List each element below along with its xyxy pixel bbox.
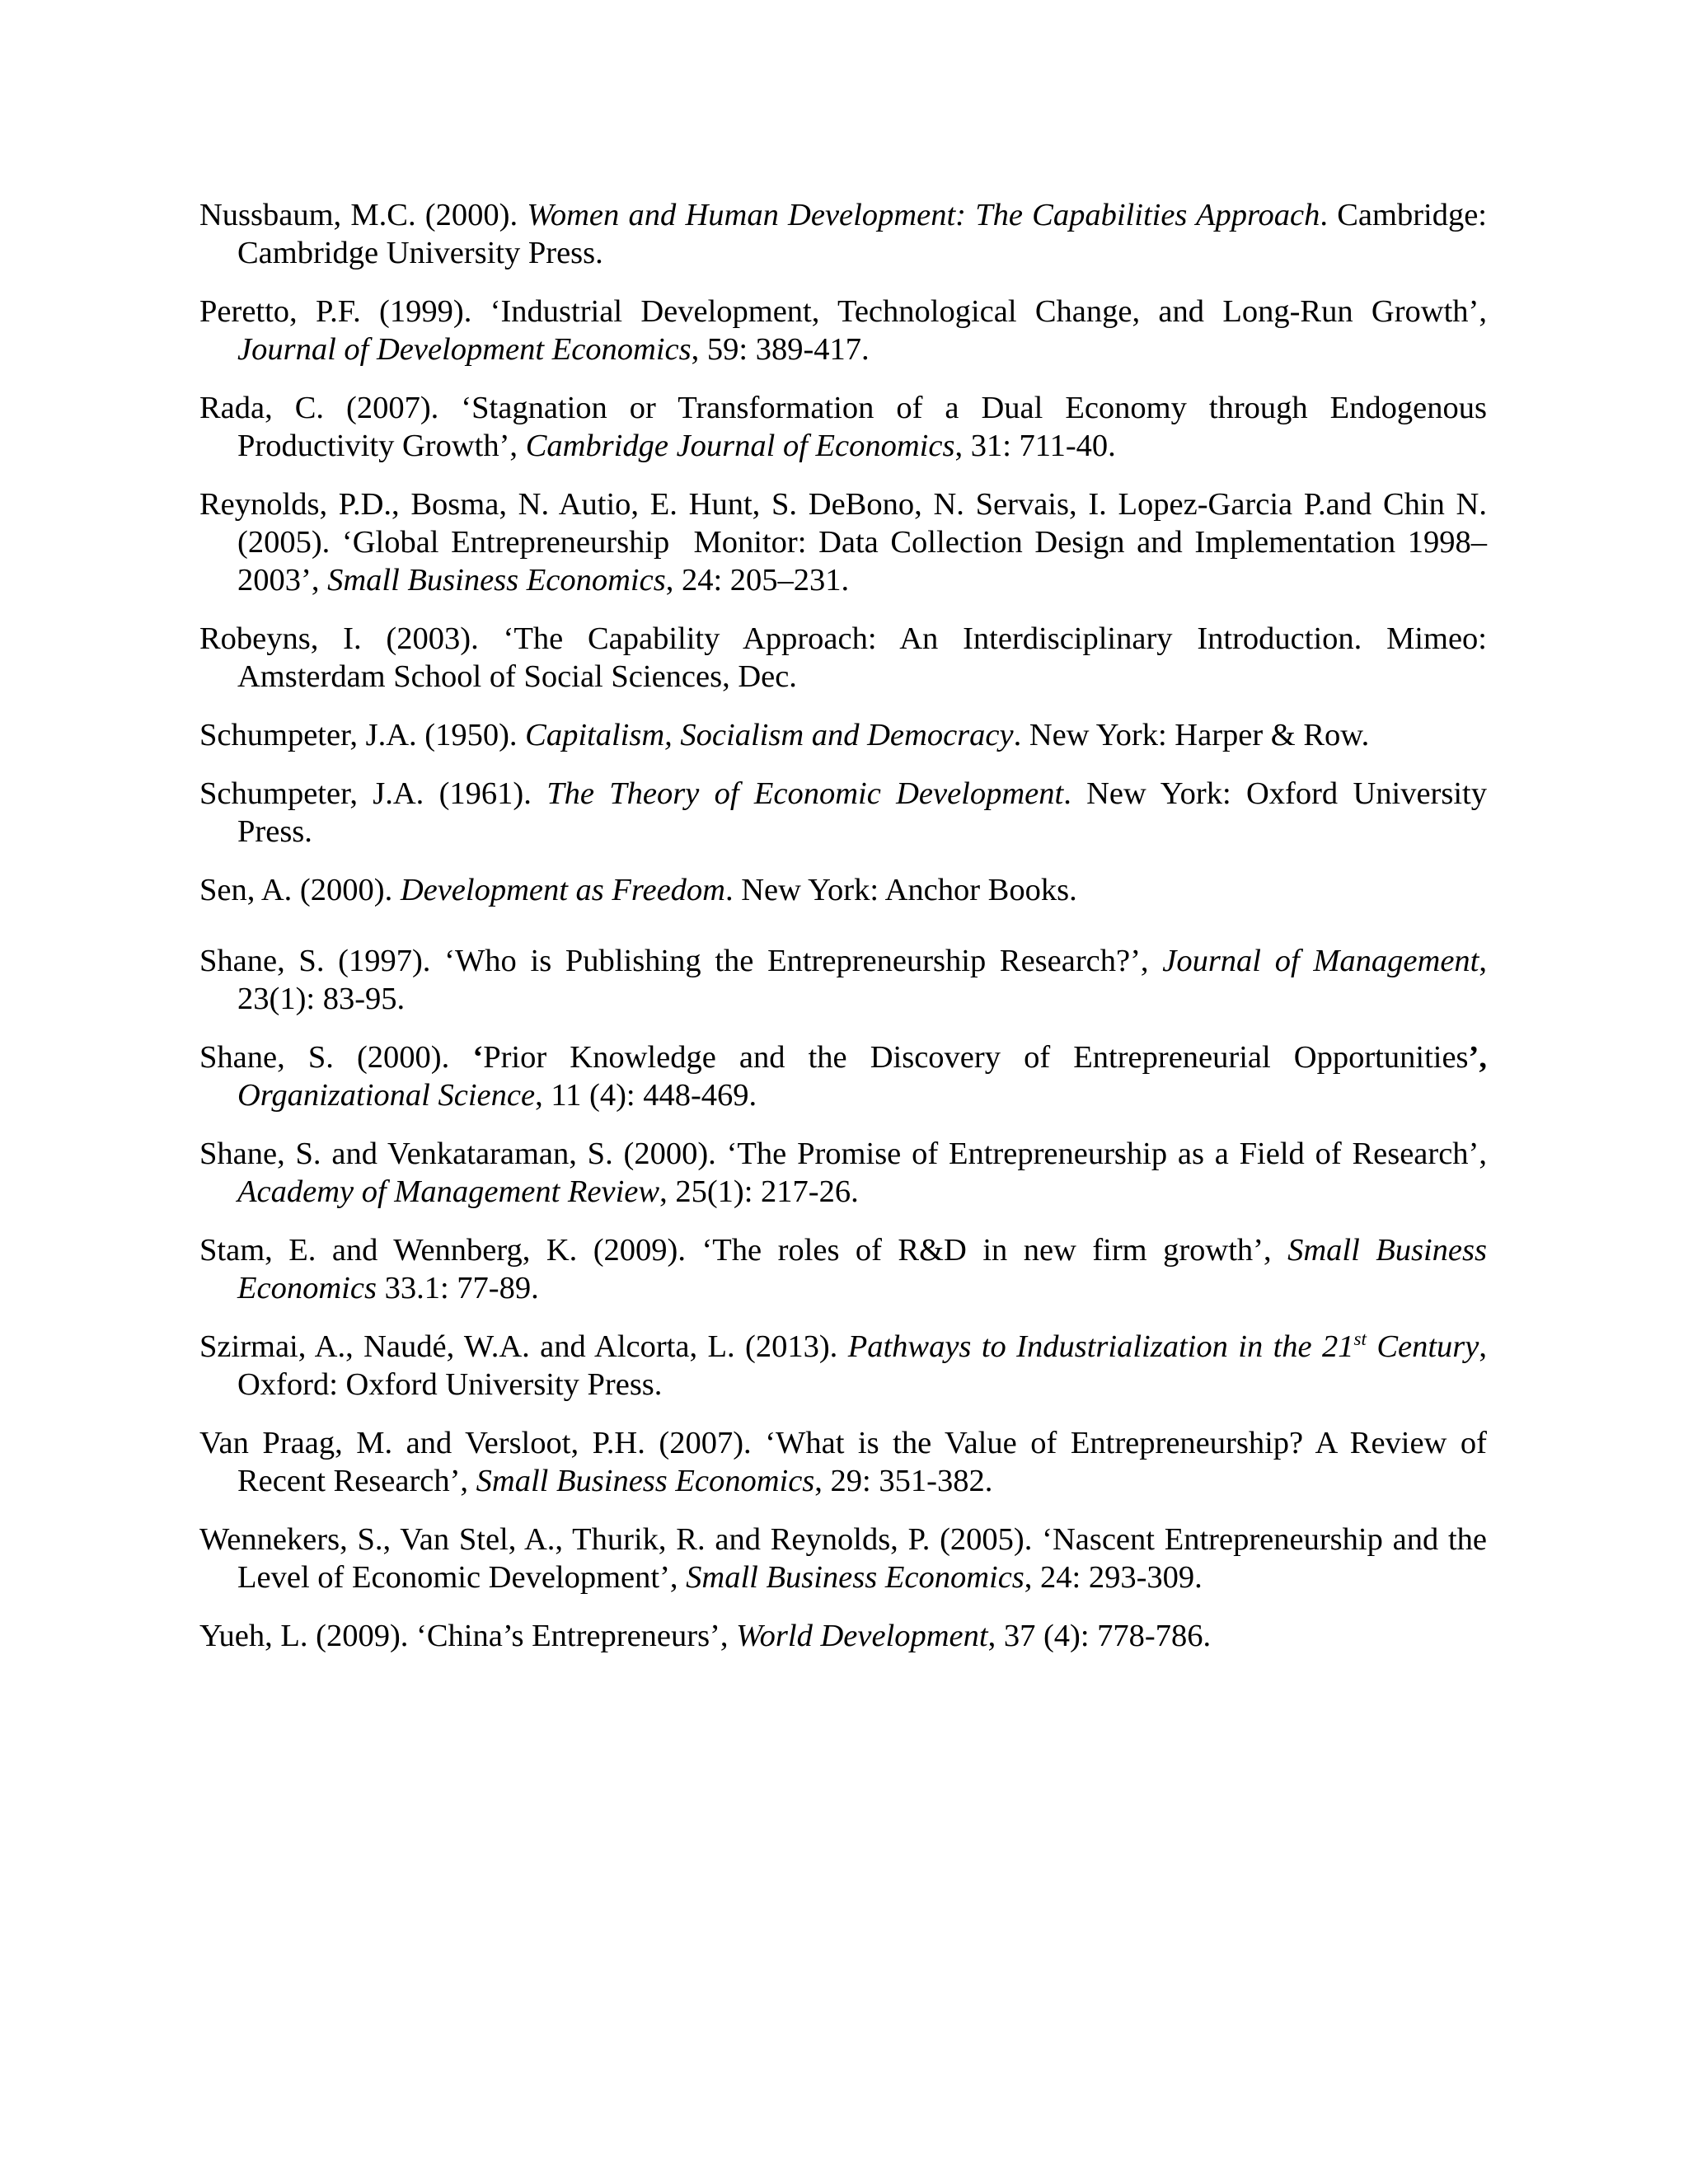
reference-title-italic: Women and Human Development: The Capabilities Approach <box>527 198 1320 232</box>
reference-title-italic: Cambridge Journal of Economics <box>525 429 955 463</box>
reference-text: , 29: 351-382. <box>814 1464 993 1498</box>
reference-text: . New York: Anchor Books. <box>724 873 1077 907</box>
reference-title-italic: Pathways to Industrialization in the 21 <box>847 1329 1354 1364</box>
reference-text: Nussbaum, M.C. (2000). <box>199 198 528 232</box>
reference-text: Van Praag, M. and Versloot, P.H. (2007). ‘What is the Value of Entrepreneurship? A Review of Recent Research’, <box>199 1426 1495 1498</box>
reference-text: Yueh, L. (2009). ‘China’s Entrepreneurs’, <box>199 1619 737 1653</box>
reference-quote-bold: ‘ <box>472 1040 484 1075</box>
reference-entry <box>199 775 1495 851</box>
reference-title-italic: Small Business Economics <box>476 1464 815 1498</box>
reference-entry <box>199 485 1495 599</box>
reference-text: Wennekers, S., Van Stel, A., Thurik, R. and Reynolds, P. (2005). ‘Nascent Entrepreneurship and the Level of Economic Development’, <box>199 1522 1495 1595</box>
reference-text: , 24: 293-309. <box>1024 1560 1203 1595</box>
reference-entry <box>199 1231 1495 1307</box>
reference-title-italic: Capitalism, Socialism and Democracy <box>525 718 1014 752</box>
reference-title-italic: World Development <box>736 1619 988 1653</box>
reference-entry <box>199 1617 1487 1655</box>
reference-entry <box>199 1424 1495 1500</box>
reference-text: , Oxford: Oxford University Press. <box>237 1329 1495 1402</box>
reference-text: Schumpeter, J.A. (1961). <box>199 776 547 811</box>
reference-text: . Cambridge: Cambridge University Press. <box>237 198 1495 270</box>
reference-text: Schumpeter, J.A. (1950). <box>199 718 526 752</box>
reference-title-italic: Journal of Management <box>1162 944 1479 978</box>
reference-text: Stam, E. and Wennberg, K. (2009). ‘The roles of R&D in new firm growth’, <box>199 1233 1288 1268</box>
reference-text: Shane, S. (1997). ‘Who is Publishing the Entrepreneurship Research?’, <box>199 944 1163 978</box>
reference-title-italic: Academy of Management Review <box>237 1174 660 1209</box>
reference-entry <box>199 1521 1495 1596</box>
reference-title-italic: Small Business Economics <box>237 1233 1495 1305</box>
reference-text: . New York: Oxford University Press. <box>237 776 1495 849</box>
reference-text: . New York: Harper & Row. <box>1013 718 1370 752</box>
reference-title-italic: The Theory of Economic Development <box>546 776 1064 811</box>
reference-text: Robeyns, I. (2003). ‘The Capability Approach: An Interdisciplinary Introduction. Mimeo: Amsterdam School of Social Sciences, Dec. <box>199 621 1493 694</box>
reference-title-italic: Century <box>1366 1329 1479 1364</box>
reference-text: , 23(1): 83-95. <box>237 944 1495 1016</box>
reference-entry <box>199 871 1487 909</box>
reference-entry <box>199 1038 1487 1114</box>
reference-text: , 31: 711-40. <box>954 429 1116 463</box>
reference-text: , 24: 205–231. <box>665 563 850 598</box>
reference-text: , 59: 389-417. <box>691 332 870 367</box>
reference-title-italic: Small Business Economics <box>327 563 666 598</box>
reference-text: , 37 (4): 778-786. <box>987 1619 1212 1653</box>
reference-entry <box>199 716 1487 754</box>
reference-text: , 25(1): 217-26. <box>659 1174 859 1209</box>
reference-text: Szirmai, A., Naudé, W.A. and Alcorta, L. (2013). <box>199 1329 848 1364</box>
reference-text: Shane, S. and Venkataraman, S. (2000). ‘The Promise of Entrepreneurship as a Field of Research’, <box>199 1137 1495 1171</box>
reference-text: 33.1: 77-89. <box>376 1271 539 1305</box>
reference-text: Rada, C. (2007). ‘Stagnation or Transformation of a Dual Economy through Endogenous Productivity Growth’, <box>199 391 1495 463</box>
reference-entry <box>199 389 1495 465</box>
reference-title-italic: Journal of Development Economics <box>237 332 692 367</box>
reference-title-italic: Organizational Science <box>237 1078 536 1113</box>
reference-quote-bold: ’, <box>1468 1040 1487 1075</box>
reference-superscript: st <box>1353 1328 1367 1350</box>
reference-entry <box>199 942 1495 1018</box>
reference-text: Reynolds, P.D., Bosma, N. Autio, E. Hunt, S. DeBono, N. Servais, I. Lopez-Garcia P.and Chin N. (2005). ‘Global Entrepreneurship Monitor: Data Collection Design and Implementation 1998–2003’, <box>199 487 1495 598</box>
reference-entry <box>199 293 1495 368</box>
reference-title-italic: Development as Freedom <box>400 873 725 907</box>
reference-entry <box>199 1135 1495 1211</box>
reference-list <box>199 196 1495 1675</box>
reference-entry <box>199 196 1495 272</box>
reference-entry <box>199 620 1493 696</box>
reference-text <box>1487 1040 1495 1075</box>
reference-text: Prior Knowledge and the Discovery of Entrepreneurial Opportunities <box>483 1040 1469 1075</box>
reference-text: Sen, A. (2000). <box>199 873 401 907</box>
reference-text: Shane, S. (2000). <box>199 1040 473 1075</box>
reference-entry <box>199 1328 1495 1404</box>
reference-title-italic: Small Business Economics <box>686 1560 1025 1595</box>
reference-text: Peretto, P.F. (1999). ‘Industrial Development, Technological Change, and Long-Run Growth’, <box>199 294 1495 329</box>
reference-text: , 11 (4): 448-469. <box>535 1078 757 1113</box>
